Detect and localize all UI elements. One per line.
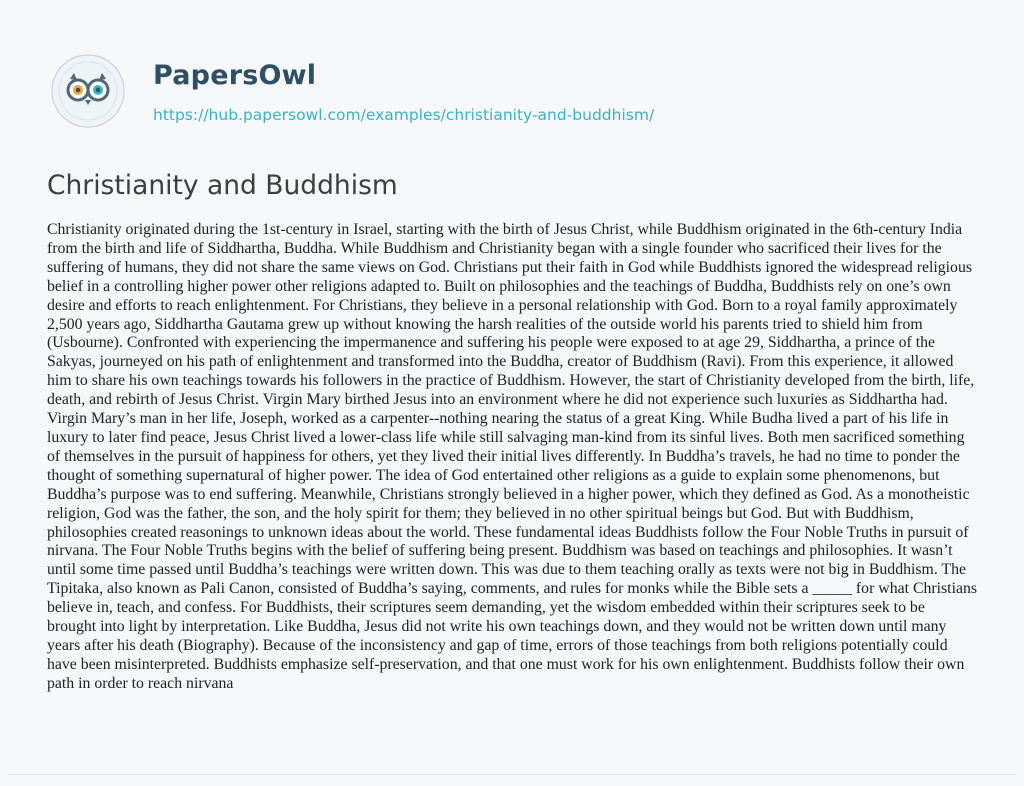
header: [0, 0, 1024, 172]
page-divider: [8, 774, 1016, 775]
document-title: Christianity and Buddhism: [47, 170, 398, 201]
document-body: Christianity originated during the 1st-century in Israel, starting with the birth of Jesus Christ, while Buddhism originated in the 6th-century India from the birth and life of Siddhartha, Buddha. While Buddhism and Christianity began with a single founder who sacrificed their lives for the suffering of humans, they did not share the same views on God. Christians put their faith in God while Buddhists ignored the widespread religious belief in a controlling higher power other religions adapted to. Built on philosophies and the teachings of Buddha, Buddhists rely on one’s own desire and efforts to reach enlightenment. For Christians, they believe in a personal relationship with God. Born to a royal family approximately 2,500 years ago, Siddhartha Gautama grew up without knowing the harsh realities of the outside world his parents tried to shield him from (Usbourne). Confronted with experiencing the impermanence and suffering his people were exposed to at age 29, Siddhartha, a prince of the Sakyas, journeyed on his path of enlightenment and transformed into the Buddha, creator of Buddhism (Ravi). From this experience, it allowed him to share his own teachings towards his followers in the practice of Buddhism. However, the start of Christianity developed from the birth, life, death, and rebirth of Jesus Christ. Virgin Mary birthed Jesus into an environment where he did not experience such luxuries as Siddhartha had. Virgin Mary’s man in her life, Joseph, worked as a carpenter--nothing nearing the status of a great King. While Budha lived a part of his life in luxury to later find peace, Jesus Christ lived a lower-class life while still salvaging man-kind from its sinful lives. Both men sacrificed something of themselves in the pursuit of happiness for others, yet they lived their initial lives differently. In Buddha’s travels, he had no time to ponder the thought of something supernatural of higher power. The idea of God entertained other religions as a guide to explain some phenomenons, but Buddha’s purpose was to end suffering. Meanwhile, Christians strongly believed in a higher power, which they defined as God. As a monotheistic religion, God was the father, the son, and the holy spirit for them; they believed in no other spiritual beings but God. But with Buddhism, philosophies created reasonings to unknown ideas about the world. These fundamental ideas Buddhists follow the Four Noble Truths in pursuit of nirvana. The Four Noble Truths begins with the belief of suffering being present. Buddhism was based on teachings and philosophies. It wasn’t until some time passed until Buddha’s teachings were written down. This was due to them teaching orally as texts were not big in Buddhism. The Tipitaka, also known as Pali Canon, consisted of Buddha’s saying, comments, and rules for monks while the Bible sets a _____ for what Christians believe in, teach, and confess. For Buddhists, their scriptures seem demanding, yet the wisdom embedded within their scriptures seek to be brought into light by interpretation. Like Buddha, Jesus did not write his own teachings down, and they would not be written down until many years after his death (Biography). Because of the inconsistency and gap of time, errors of those teachings from both religions potentially could have been misinterpreted. Buddhists emphasize self-preservation, and that one must work for his own enlightenment. Buddhists follow their own path in order to reach nirvana: [47, 221, 978, 692]
brand-name: PapersOwl: [153, 60, 317, 91]
page-url-link[interactable]: https://hub.papersowl.com/examples/christianity-and-buddhism/: [153, 106, 655, 124]
owl-logo-icon: [50, 53, 126, 129]
